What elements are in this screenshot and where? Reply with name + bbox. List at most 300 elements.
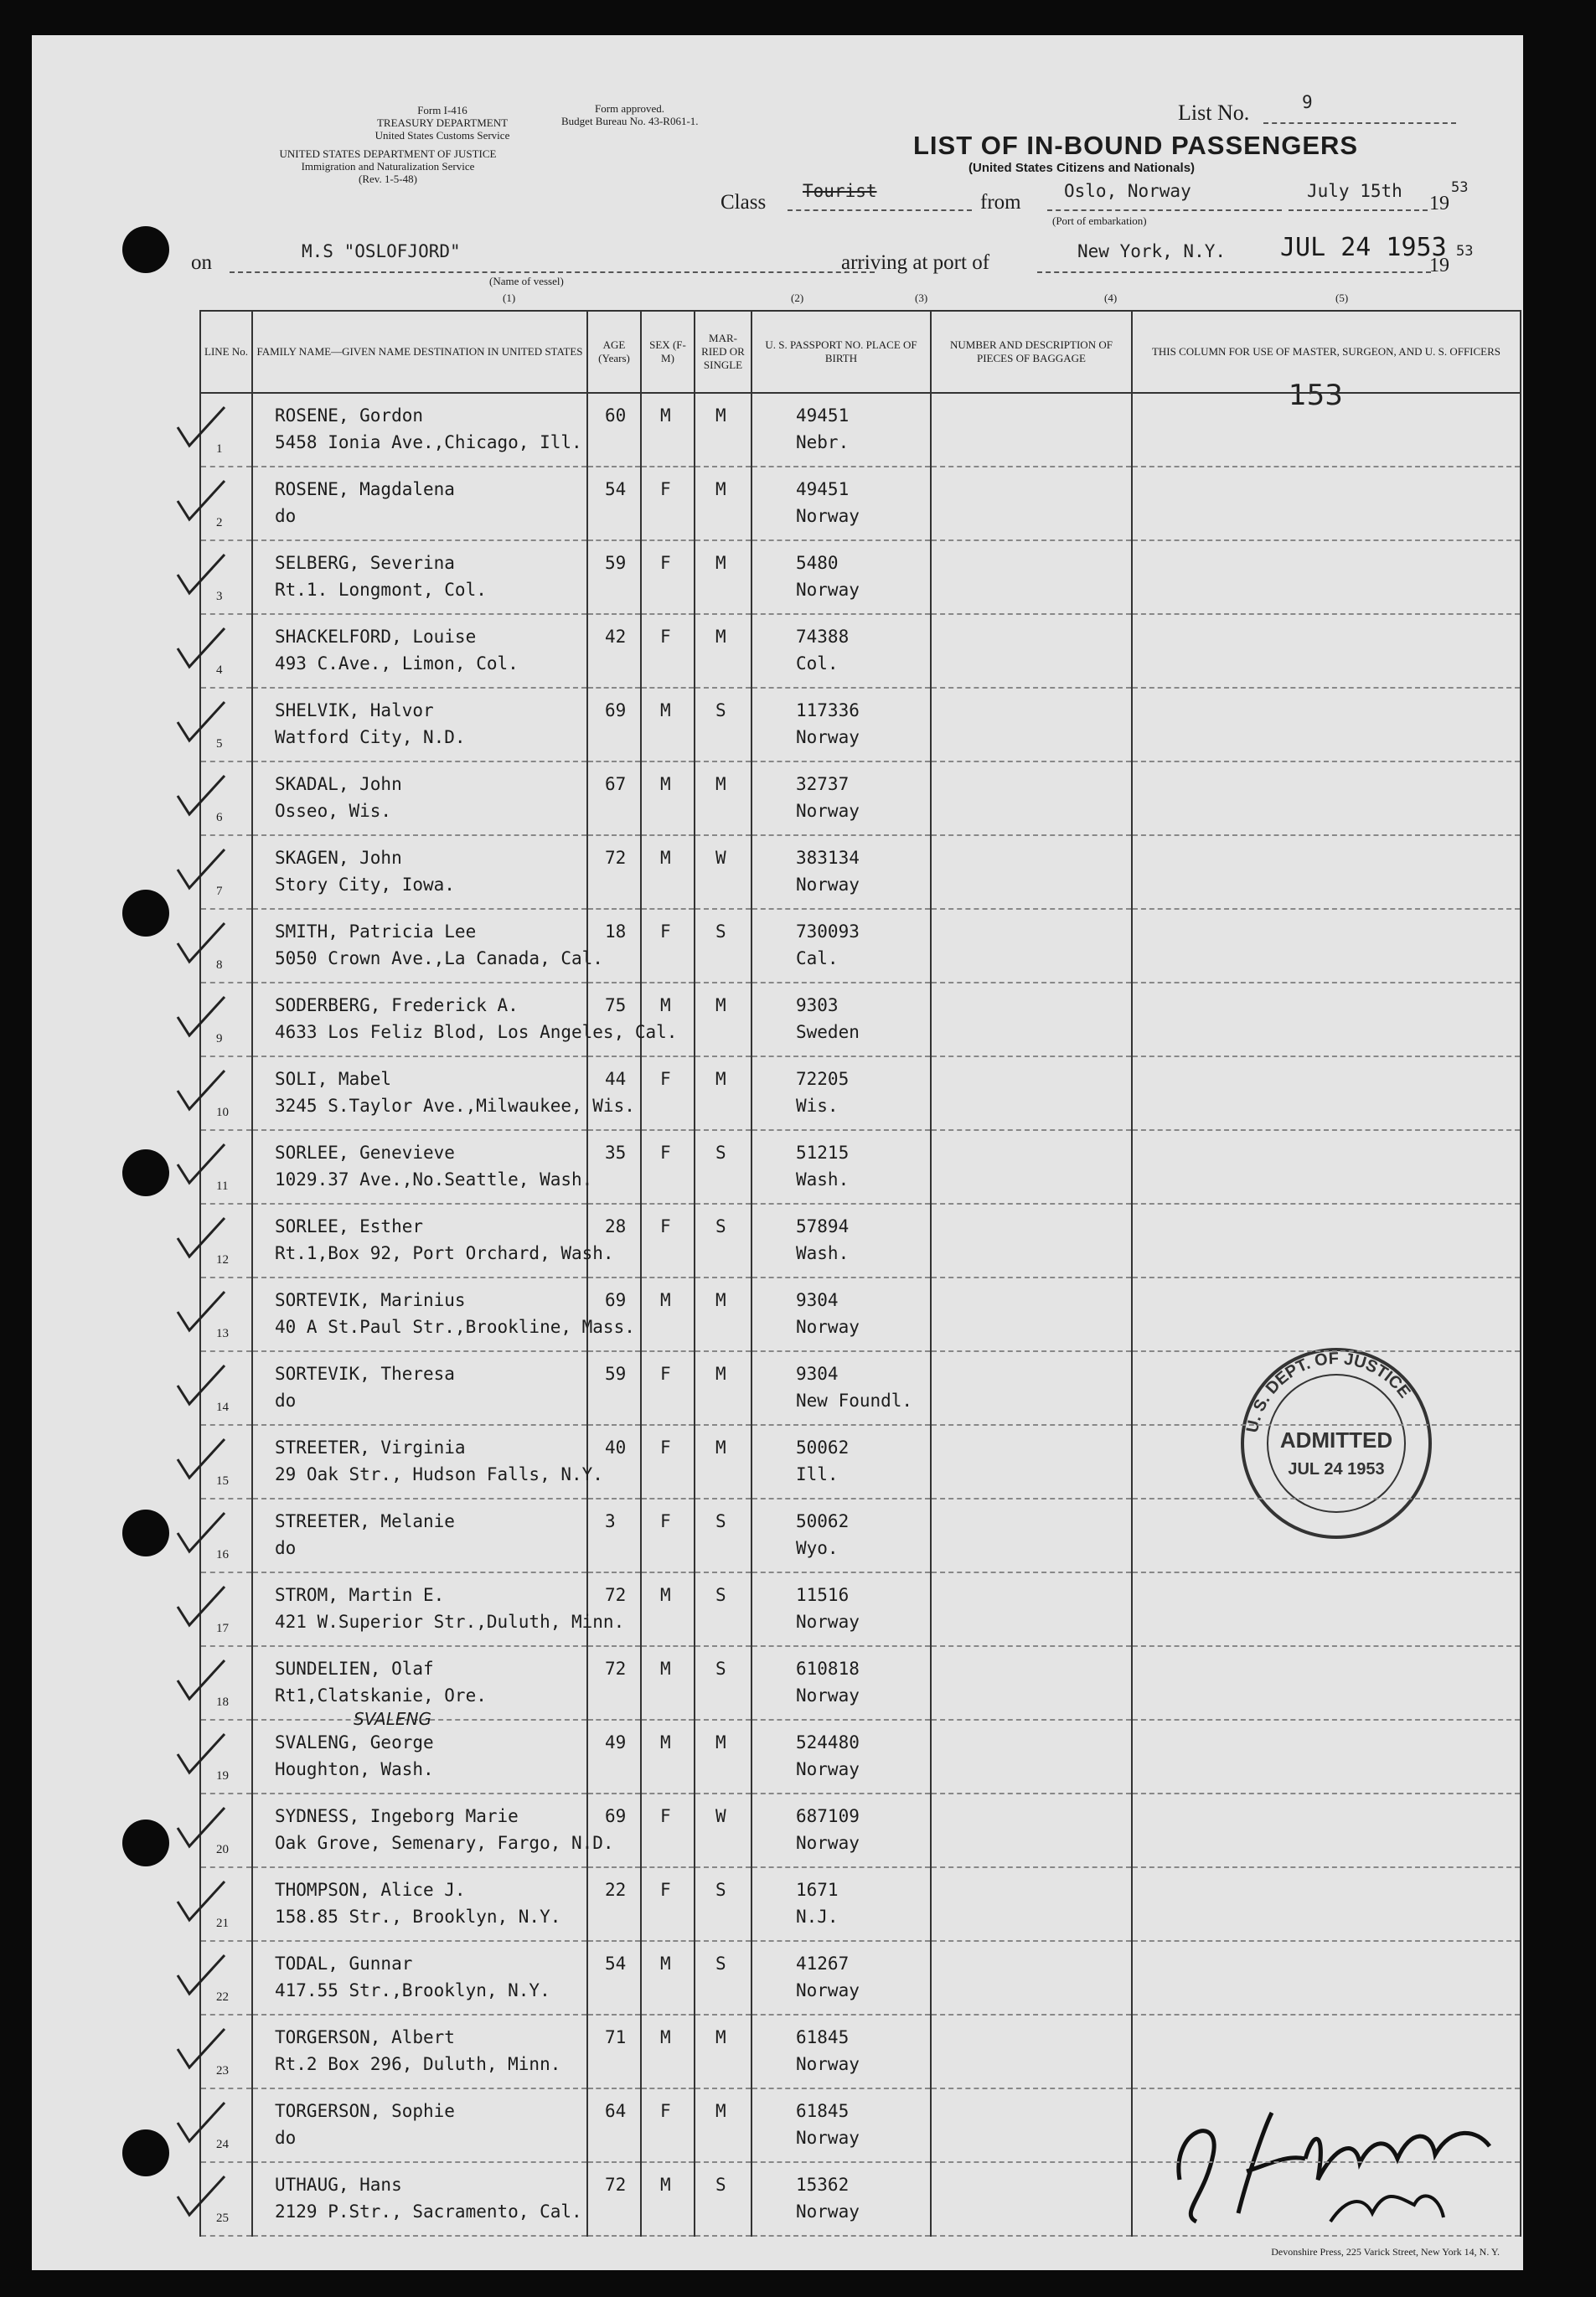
baggage-cell — [931, 467, 1132, 540]
table-row — [200, 909, 1521, 983]
name-cell — [252, 614, 587, 688]
name-cell — [252, 1867, 587, 1941]
passenger-destination: 493 C.Ave., Limon, Col. — [275, 653, 519, 674]
passport-number: 9304 — [796, 1290, 839, 1310]
check-mark-icon — [171, 1360, 230, 1411]
passport-cell — [752, 1720, 931, 1794]
marital-cell — [695, 1130, 752, 1204]
passport-cell — [752, 467, 931, 540]
name-cell — [252, 1130, 593, 1204]
marital-cell — [695, 1499, 752, 1572]
age-cell — [587, 2015, 641, 2088]
place-of-birth: Wis. — [796, 1096, 839, 1116]
passenger-sex: F — [660, 2101, 671, 2121]
passenger-destination: 4633 Los Feliz Blod, Los Angeles, Cal. — [275, 1022, 678, 1042]
passenger-destination: 5050 Crown Ave.,La Canada, Cal. — [275, 948, 603, 968]
passenger-marital-status: S — [715, 921, 726, 942]
age-cell — [587, 835, 641, 909]
age-cell — [587, 909, 641, 983]
passenger-name: SELBERG, Severina — [275, 553, 455, 573]
check-mark-icon — [171, 476, 230, 526]
name-cell — [252, 1941, 587, 2015]
marital-cell — [695, 761, 752, 835]
check-mark-icon — [171, 2171, 230, 2222]
line-number: 13 — [216, 1327, 229, 1340]
officer-note: 153 — [1289, 379, 1343, 412]
budget-bureau: Budget Bureau No. 43-R061-1. — [561, 115, 699, 127]
sex-cell — [641, 1278, 695, 1351]
passenger-age: 64 — [605, 2101, 627, 2121]
passenger-sex: F — [660, 553, 671, 573]
marital-cell — [695, 2088, 752, 2162]
officers-cell — [1132, 1941, 1521, 2015]
passport-number: 41267 — [796, 1954, 850, 1974]
sex-cell — [641, 909, 695, 983]
vessel-name-label: (Name of vessel) — [489, 275, 564, 287]
officers-cell — [1132, 2162, 1521, 2236]
treasury-dept: TREASURY DEPARTMENT — [376, 116, 509, 129]
passenger-marital-status: M — [715, 553, 726, 573]
passenger-marital-status: S — [715, 1216, 726, 1236]
marital-cell — [695, 1572, 752, 1646]
col-num-4: (4) — [1104, 292, 1118, 304]
passenger-sex: F — [660, 1511, 671, 1531]
officers-cell — [1132, 393, 1521, 467]
passport-cell — [752, 1941, 931, 2015]
line-number-cell — [200, 1499, 252, 1572]
passenger-destination: 40 A St.Paul Str.,Brookline, Mass. — [275, 1317, 635, 1337]
check-mark-icon — [171, 1876, 230, 1927]
marital-cell — [695, 688, 752, 761]
line-number-cell — [200, 1204, 252, 1278]
sex-cell — [641, 1130, 695, 1204]
check-mark-icon — [171, 1582, 230, 1632]
passenger-age: 69 — [605, 700, 627, 720]
line-number-cell — [200, 2088, 252, 2162]
vessel-underline — [230, 271, 875, 273]
passport-cell — [752, 1056, 931, 1130]
col-num-1: (1) — [503, 292, 516, 304]
passenger-name: SORTEVIK, Theresa — [275, 1364, 455, 1384]
line-number: 1 — [216, 442, 223, 456]
table-row — [200, 1794, 1521, 1867]
place-of-birth: Sweden — [796, 1022, 860, 1042]
passenger-destination: Osseo, Wis. — [275, 801, 392, 821]
passenger-marital-status: M — [715, 1290, 726, 1310]
year-prefix: 19 — [1429, 193, 1449, 214]
name-cell — [252, 467, 587, 540]
passenger-destination: do — [275, 1391, 297, 1411]
age-cell — [587, 688, 641, 761]
arrival-date-stamp: JUL 24 1953 — [1280, 233, 1447, 262]
passenger-destination: Rt1,Clatskanie, Ore. — [275, 1685, 487, 1706]
line-number-cell — [200, 761, 252, 835]
passenger-sex: M — [660, 1585, 671, 1605]
marital-cell — [695, 1425, 752, 1499]
col-header-sex: SEX (F-M) — [641, 311, 695, 393]
arrival-port: New York, N.Y. — [1077, 241, 1227, 261]
name-cell — [252, 393, 587, 467]
name-cell — [252, 2162, 587, 2236]
passenger-sex: M — [660, 700, 671, 720]
passenger-sex: M — [660, 774, 671, 794]
passenger-destination: Houghton, Wash. — [275, 1759, 434, 1779]
passport-cell — [752, 1425, 931, 1499]
passenger-sex: M — [660, 995, 671, 1015]
officers-cell — [1132, 540, 1521, 614]
sex-cell — [641, 1720, 695, 1794]
passenger-marital-status: M — [715, 2027, 726, 2047]
check-mark-icon — [171, 1287, 230, 1337]
check-mark-icon — [171, 550, 230, 600]
passenger-marital-status: S — [715, 700, 726, 720]
officers-cell — [1132, 467, 1521, 540]
place-of-birth: Norway — [796, 801, 860, 821]
passenger-marital-status: S — [715, 1143, 726, 1163]
marital-cell — [695, 1941, 752, 2015]
check-mark-icon — [171, 771, 230, 821]
stamp-ring-text: U. S. DEPT. OF JUSTICE — [1242, 1349, 1414, 1435]
sex-cell — [641, 1056, 695, 1130]
table-row — [200, 1572, 1521, 1646]
check-mark-icon — [171, 1213, 230, 1263]
line-number-cell — [200, 1572, 252, 1646]
passport-cell — [752, 1204, 931, 1278]
passport-cell — [752, 1130, 931, 1204]
baggage-cell — [931, 2088, 1132, 2162]
place-of-birth: Norway — [796, 580, 860, 600]
passenger-marital-status: M — [715, 405, 726, 426]
passenger-name: SKADAL, John — [275, 774, 402, 794]
place-of-birth: Nebr. — [796, 432, 850, 452]
age-cell — [587, 1425, 641, 1499]
baggage-cell — [931, 1720, 1132, 1794]
age-cell — [587, 1130, 641, 1204]
line-number: 16 — [216, 1548, 229, 1561]
passport-number: 383134 — [796, 848, 860, 868]
sex-cell — [641, 1941, 695, 2015]
passenger-destination: Rt.2 Box 296, Duluth, Minn. — [275, 2054, 561, 2074]
check-mark-icon — [171, 1655, 230, 1706]
check-mark-icon — [171, 1508, 230, 1558]
baggage-cell — [931, 1425, 1132, 1499]
table-row — [200, 540, 1521, 614]
officers-cell — [1132, 1794, 1521, 1867]
passenger-age: 69 — [605, 1806, 627, 1826]
passport-cell — [752, 2088, 931, 2162]
passenger-name: UTHAUG, Hans — [275, 2175, 402, 2195]
passenger-destination: do — [275, 2128, 297, 2148]
table-row — [200, 393, 1521, 467]
age-cell — [587, 393, 641, 467]
line-number: 10 — [216, 1106, 229, 1119]
check-mark-icon — [171, 1803, 230, 1853]
from-label: from — [980, 191, 1021, 214]
passenger-name: TORGERSON, Albert — [275, 2027, 455, 2047]
line-number: 12 — [216, 1253, 229, 1267]
passport-number: 524480 — [796, 1732, 860, 1752]
col-header-age: AGE (Years) — [587, 311, 641, 393]
col-num-5: (5) — [1335, 292, 1349, 304]
punch-hole — [122, 226, 169, 273]
passenger-destination: 3245 S.Taylor Ave.,Milwaukee, Wis. — [275, 1096, 635, 1116]
passenger-marital-status: M — [715, 1069, 726, 1089]
passenger-name: STREETER, Virginia — [275, 1438, 466, 1458]
line-number: 23 — [216, 2064, 229, 2078]
passport-number: 9303 — [796, 995, 839, 1015]
passenger-name: SODERBERG, Frederick A. — [275, 995, 519, 1015]
name-cell — [252, 2015, 587, 2088]
passenger-destination: Rt.1. Longmont, Col. — [275, 580, 487, 600]
marital-cell — [695, 1720, 752, 1794]
officers-cell — [1132, 983, 1521, 1056]
officers-cell — [1132, 1056, 1521, 1130]
passenger-name: SHACKELFORD, Louise — [275, 627, 477, 647]
place-of-birth: Norway — [796, 506, 860, 526]
passenger-destination: 2129 P.Str., Sacramento, Cal. — [275, 2202, 582, 2222]
officers-cell — [1132, 1720, 1521, 1794]
baggage-cell — [931, 688, 1132, 761]
baggage-cell — [931, 1572, 1132, 1646]
sex-cell — [641, 1204, 695, 1278]
passenger-sex: F — [660, 921, 671, 942]
from-underline — [1047, 209, 1282, 211]
arrival-year-prefix: 19 — [1429, 255, 1449, 276]
baggage-cell — [931, 1646, 1132, 1720]
justice-block — [191, 147, 585, 185]
passenger-marital-status: S — [715, 1585, 726, 1605]
passenger-name: SORTEVIK, Marinius — [275, 1290, 466, 1310]
passenger-age: 59 — [605, 1364, 627, 1384]
col-header-name: FAMILY NAME—GIVEN NAME DESTINATION IN UNITED STATES — [252, 311, 587, 393]
passenger-marital-status: M — [715, 995, 726, 1015]
officers-cell — [1132, 1351, 1521, 1425]
line-number-cell — [200, 1130, 252, 1204]
passport-number: 57894 — [796, 1216, 850, 1236]
col-num-2: (2) — [791, 292, 804, 304]
place-of-birth: Norway — [796, 2128, 860, 2148]
age-cell — [587, 1278, 641, 1351]
passenger-destination: 421 W.Superior Str.,Duluth, Minn. — [275, 1612, 625, 1632]
passenger-sex: F — [660, 1364, 671, 1384]
form-number-block — [333, 104, 551, 142]
passenger-name: SUNDELIEN, Olaf — [275, 1659, 434, 1679]
passenger-sex: M — [660, 848, 671, 868]
passport-cell — [752, 1867, 931, 1941]
place-of-birth: Col. — [796, 653, 839, 674]
passport-cell — [752, 1646, 931, 1720]
passenger-age: 71 — [605, 2027, 627, 2047]
marital-cell — [695, 2162, 752, 2236]
sex-cell — [641, 2088, 695, 2162]
marital-cell — [695, 1646, 752, 1720]
place-of-birth: Norway — [796, 2202, 860, 2222]
passenger-name: SYDNESS, Ingeborg Marie — [275, 1806, 519, 1826]
passenger-marital-status: W — [715, 848, 726, 868]
passenger-age: 42 — [605, 627, 627, 647]
baggage-cell — [931, 1794, 1132, 1867]
marital-cell — [695, 1794, 752, 1867]
age-cell — [587, 1351, 641, 1425]
line-number: 7 — [216, 885, 223, 898]
form-approved: Form approved. — [595, 102, 665, 115]
age-cell — [587, 983, 641, 1056]
name-cell — [252, 1425, 603, 1499]
sex-cell — [641, 1572, 695, 1646]
line-number: 14 — [216, 1401, 229, 1414]
check-mark-icon — [171, 1434, 230, 1484]
passenger-age: 69 — [605, 1290, 627, 1310]
line-number: 4 — [216, 663, 223, 677]
age-cell — [587, 1204, 641, 1278]
punch-hole — [122, 1820, 169, 1866]
passenger-table — [199, 310, 1521, 2237]
passenger-name: SMITH, Patricia Lee — [275, 921, 477, 942]
marital-cell — [695, 835, 752, 909]
passport-cell — [752, 983, 931, 1056]
place-of-birth: Norway — [796, 1980, 860, 2000]
name-cell — [252, 1499, 587, 1572]
line-number-cell — [200, 1646, 252, 1720]
passenger-destination: 158.85 Str., Brooklyn, N.Y. — [275, 1907, 561, 1927]
age-cell — [587, 614, 641, 688]
check-mark-icon — [171, 1729, 230, 1779]
passport-number: 11516 — [796, 1585, 850, 1605]
passport-number: 72205 — [796, 1069, 850, 1089]
marital-cell — [695, 909, 752, 983]
list-number: 9 — [1302, 92, 1313, 112]
baggage-cell — [931, 1351, 1132, 1425]
age-cell — [587, 1867, 641, 1941]
sex-cell — [641, 1351, 695, 1425]
baggage-cell — [931, 983, 1132, 1056]
passenger-name: SVALENG, George — [275, 1732, 434, 1752]
passenger-marital-status: S — [715, 2175, 726, 2195]
date-underline — [1289, 209, 1428, 211]
passenger-age: 54 — [605, 479, 627, 499]
passenger-age: 72 — [605, 848, 627, 868]
line-number-cell — [200, 2015, 252, 2088]
arriving-label: arriving at port of — [841, 251, 990, 274]
passenger-sex: F — [660, 1806, 671, 1826]
ins-service: Immigration and Naturalization Service — [301, 160, 475, 173]
passenger-sex: M — [660, 1290, 671, 1310]
line-number-cell — [200, 1867, 252, 1941]
baggage-cell — [931, 761, 1132, 835]
table-row — [200, 983, 1521, 1056]
place-of-birth: Cal. — [796, 948, 839, 968]
age-cell — [587, 1941, 641, 2015]
port-embarkation-label: (Port of embarkation) — [1052, 214, 1147, 227]
table-row — [200, 1130, 1521, 1204]
place-of-birth: N.J. — [796, 1907, 839, 1927]
table-row — [200, 2015, 1521, 2088]
table-row — [200, 1499, 1521, 1572]
justice-dept: UNITED STATES DEPARTMENT OF JUSTICE — [279, 147, 497, 160]
passenger-sex: M — [660, 405, 671, 426]
officers-cell — [1132, 1499, 1521, 1572]
passenger-destination: Rt.1,Box 92, Port Orchard, Wash. — [275, 1243, 614, 1263]
stamp-admitted: ADMITTED — [1279, 1427, 1393, 1453]
passenger-marital-status: M — [715, 1364, 726, 1384]
passenger-marital-status: M — [715, 1732, 726, 1752]
line-number: 25 — [216, 2212, 229, 2225]
passenger-sex: M — [660, 1659, 671, 1679]
passenger-name: ROSENE, Gordon — [275, 405, 424, 426]
class-label: Class — [721, 191, 767, 214]
marital-cell — [695, 467, 752, 540]
check-mark-icon — [171, 2024, 230, 2074]
line-number-cell — [200, 2162, 252, 2236]
line-number-cell — [200, 1941, 252, 2015]
class-value: Tourist — [803, 181, 877, 201]
table-row — [200, 1204, 1521, 1278]
passenger-name: SKAGEN, John — [275, 848, 402, 868]
table-row — [200, 614, 1521, 688]
baggage-cell — [931, 1278, 1132, 1351]
line-number-cell — [200, 1794, 252, 1867]
passport-number: 1671 — [796, 1880, 839, 1900]
col-header-passport: U. S. PASSPORT NO. PLACE OF BIRTH — [752, 311, 931, 393]
passenger-age: 22 — [605, 1880, 627, 1900]
officers-cell — [1132, 1425, 1521, 1499]
passport-cell — [752, 835, 931, 909]
baggage-cell — [931, 614, 1132, 688]
passenger-age: 72 — [605, 1585, 627, 1605]
line-number-cell — [200, 393, 252, 467]
passenger-marital-status: M — [715, 627, 726, 647]
line-number: 2 — [216, 516, 223, 529]
baggage-cell — [931, 909, 1132, 983]
age-cell — [587, 1499, 641, 1572]
passport-number: 49451 — [796, 479, 850, 499]
passenger-age: 60 — [605, 405, 627, 426]
age-cell — [587, 467, 641, 540]
passport-cell — [752, 909, 931, 983]
col-num-3: (3) — [915, 292, 928, 304]
marital-cell — [695, 614, 752, 688]
passport-number: 49451 — [796, 405, 850, 426]
line-number: 6 — [216, 811, 223, 824]
line-number: 21 — [216, 1917, 229, 1930]
line-number-cell — [200, 540, 252, 614]
line-number-cell — [200, 1351, 252, 1425]
line-number: 18 — [216, 1696, 229, 1709]
place-of-birth: Norway — [796, 1833, 860, 1853]
form-subtitle: (United States Citizens and Nationals) — [968, 161, 1196, 175]
passenger-age: 72 — [605, 2175, 627, 2195]
passenger-age: 75 — [605, 995, 627, 1015]
passenger-destination: Story City, Iowa. — [275, 875, 455, 895]
place-of-birth: Norway — [796, 875, 860, 895]
passport-cell — [752, 1499, 931, 1572]
table-row — [200, 1056, 1521, 1130]
age-cell — [587, 1646, 641, 1720]
form-revision: (Rev. 1-5-48) — [359, 173, 417, 185]
passport-number: 61845 — [796, 2101, 850, 2121]
age-cell — [587, 2162, 641, 2236]
form-title: LIST OF IN-BOUND PASSENGERS — [913, 131, 1359, 160]
passenger-age: 59 — [605, 553, 627, 573]
name-cell — [252, 1794, 614, 1867]
passport-cell — [752, 2162, 931, 2236]
age-cell — [587, 1572, 641, 1646]
check-mark-icon — [171, 402, 230, 452]
from-value: Oslo, Norway — [1064, 181, 1191, 201]
approval-block — [561, 102, 880, 127]
check-mark-icon — [171, 918, 230, 968]
line-number: 20 — [216, 1843, 229, 1856]
